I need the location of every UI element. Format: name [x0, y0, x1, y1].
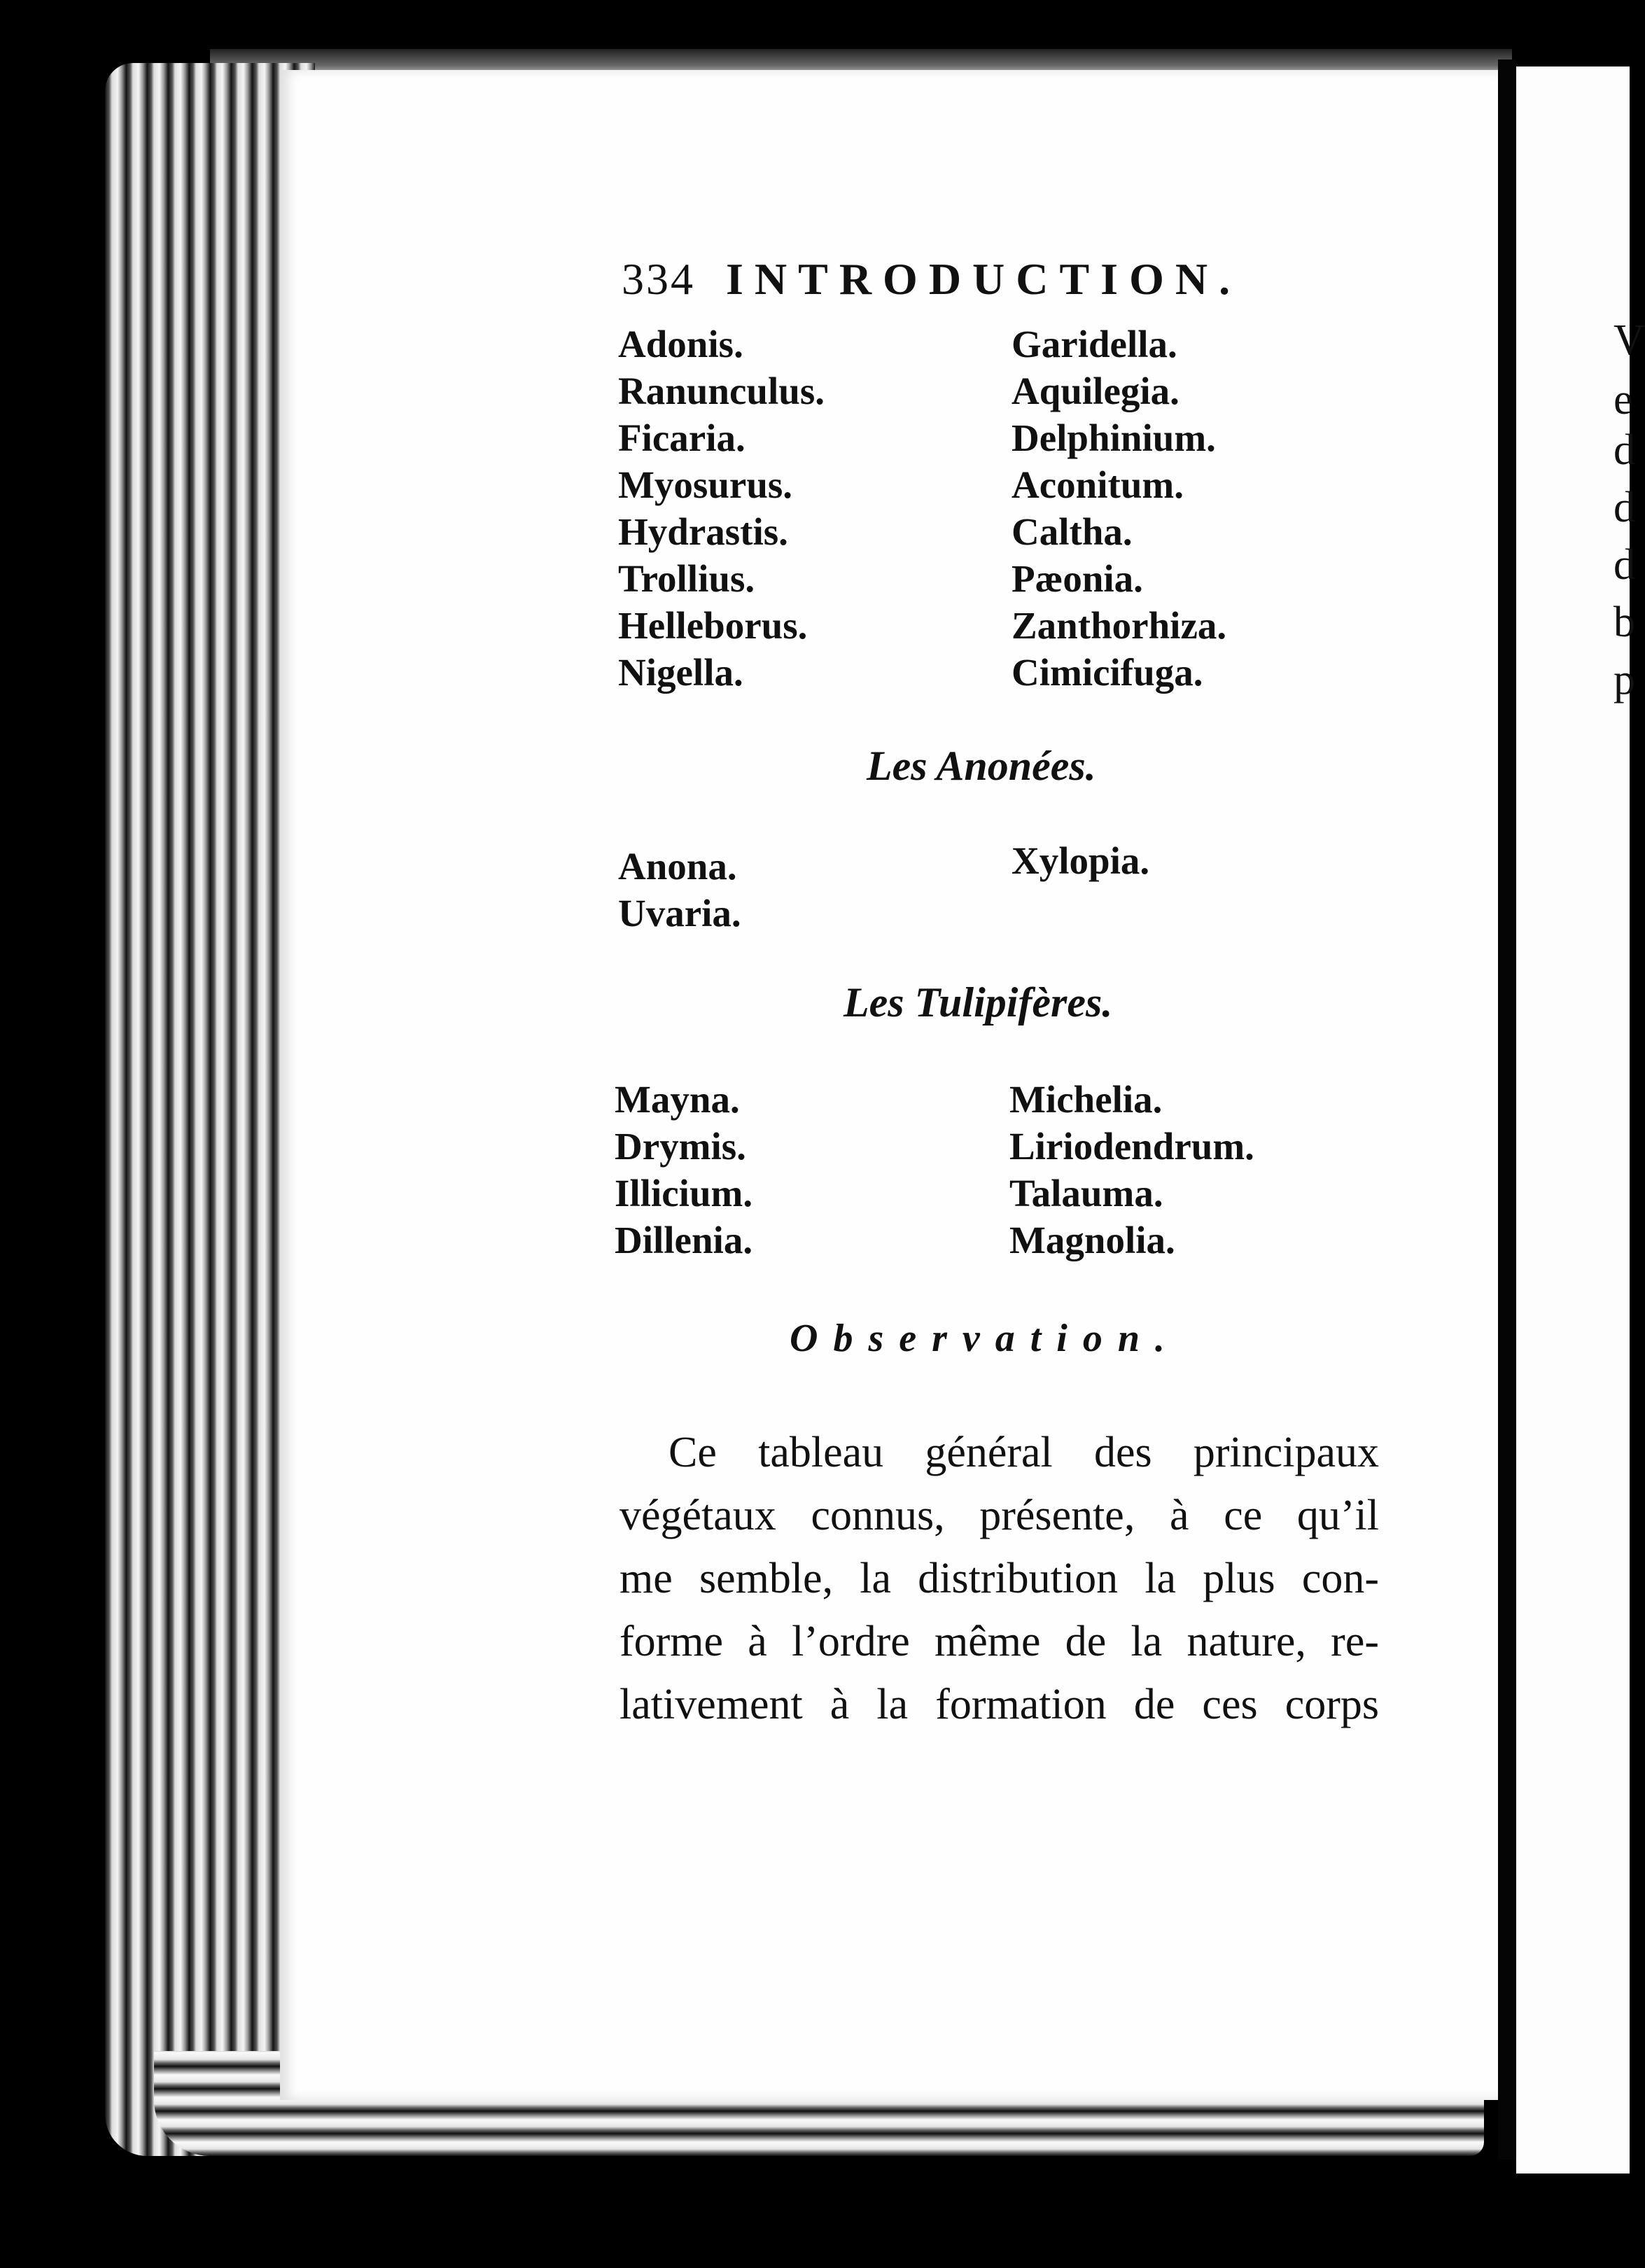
- genus-name: Illicium.: [615, 1172, 753, 1214]
- paragraph-line: végétaux connus, présente, à ce qu’il: [620, 1492, 1379, 1539]
- facing-page-letter: p: [1614, 656, 1635, 704]
- observation-paragraph: [620, 1421, 1379, 1736]
- genus-name: Zanthorhiza.: [1011, 604, 1227, 647]
- paragraph-line: me semble, la distribution la plus con-: [620, 1555, 1379, 1602]
- facing-page-letter: d: [1614, 484, 1635, 531]
- facing-page-letter: d: [1614, 541, 1635, 589]
- page-number: 334: [622, 254, 695, 304]
- genus-name: Talauma.: [1009, 1172, 1163, 1214]
- genus-column-left: [615, 1076, 752, 1264]
- genus-name: Adonis.: [618, 323, 743, 365]
- genus-name: Pæonia.: [1011, 557, 1143, 600]
- genus-name: Aquilegia.: [1011, 370, 1180, 412]
- genus-name: Dillenia.: [615, 1219, 753, 1261]
- genus-column-left: [618, 843, 741, 937]
- page-header: [622, 253, 1241, 305]
- genus-name: Nigella.: [618, 651, 743, 694]
- facing-page-letter: b: [1614, 598, 1635, 646]
- genus-column-right: [1009, 1076, 1254, 1264]
- genus-column-right: [1011, 321, 1226, 696]
- genus-name: Delphinium.: [1011, 416, 1216, 459]
- genus-name: Trollius.: [618, 557, 755, 600]
- section-title-anonees: Les Anonées.: [867, 743, 1096, 789]
- section-title-tulipiferes: Les Tulipifères.: [844, 979, 1113, 1026]
- genus-name: Michelia.: [1009, 1078, 1163, 1121]
- book-page: [280, 70, 1498, 2100]
- genus-name: Liriodendrum.: [1009, 1125, 1254, 1168]
- paragraph-line: forme à l’ordre même de la nature, re-: [620, 1618, 1379, 1665]
- facing-page: [1516, 66, 1630, 2174]
- book-gutter: [1498, 59, 1516, 2160]
- genus-column-right: [1011, 837, 1149, 884]
- genus-name: Uvaria.: [618, 892, 741, 934]
- paragraph-line: Ce tableau général des principaux: [668, 1429, 1379, 1476]
- facing-page-letter: d: [1614, 426, 1635, 474]
- genus-name: Ranunculus.: [618, 370, 825, 412]
- genus-name: Xylopia.: [1011, 839, 1150, 882]
- genus-name: Caltha.: [1011, 510, 1133, 553]
- genus-name: Myosurus.: [618, 463, 793, 506]
- genus-name: Anona.: [618, 845, 737, 888]
- facing-page-letter: V: [1614, 316, 1645, 364]
- genus-name: Cimicifuga.: [1011, 651, 1203, 694]
- genus-name: Magnolia.: [1009, 1219, 1175, 1261]
- genus-name: Drymis.: [615, 1125, 746, 1168]
- facing-page-letter: e: [1614, 376, 1633, 424]
- genus-name: Garidella.: [1011, 323, 1177, 365]
- genus-name: Hydrastis.: [618, 510, 788, 553]
- genus-name: Aconitum.: [1011, 463, 1184, 506]
- paragraph-line: lativement à la formation de ces corps: [620, 1681, 1379, 1728]
- genus-name: Ficaria.: [618, 416, 746, 459]
- running-title: INTRODUCTION.: [726, 254, 1242, 304]
- observation-heading: Observation.: [790, 1317, 1180, 1360]
- genus-name: Mayna.: [615, 1078, 740, 1121]
- genus-name: Helleborus.: [618, 604, 808, 647]
- genus-column-left: [618, 321, 825, 696]
